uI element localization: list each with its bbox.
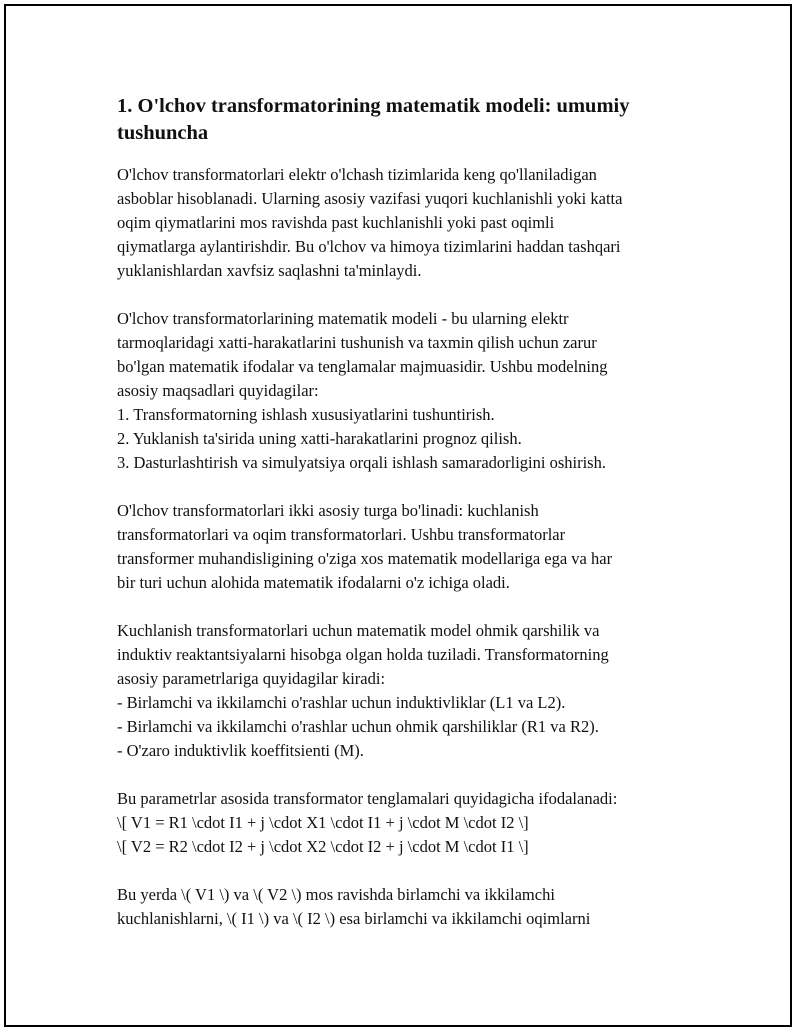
text-line: \[ V1 = R1 \cdot I1 + j \cdot X1 \cdot I1 + j \cdot M \cdot I2 \] xyxy=(117,813,529,832)
paragraphs xyxy=(117,163,697,931)
paragraph xyxy=(117,163,697,283)
paragraph xyxy=(117,307,697,475)
paragraph xyxy=(117,619,697,763)
text-line: Bu parametrlar asosida transformator tenglamalari quyidagicha ifodalanadi: xyxy=(117,789,618,808)
text-line: - Birlamchi va ikkilamchi o'rashlar uchun induktivliklar (L1 va L2). xyxy=(117,693,566,712)
paragraph xyxy=(117,499,697,595)
text-line: 1. Transformatorning ishlash xususiyatlarini tushuntirish. xyxy=(117,405,495,424)
text-line: - O'zaro induktivlik koeffitsienti (M). xyxy=(117,741,364,760)
paragraph xyxy=(117,883,697,931)
text-line: 3. Dasturlashtirish va simulyatsiya orqali ishlash samaradorligini oshirish. xyxy=(117,453,606,472)
text-line: tarmoqlaridagi xatti-harakatlarini tushunish va taxmin qilish uchun zarur xyxy=(117,333,597,352)
text-line: O'lchov transformatorlarining matematik modeli - bu ularning elektr xyxy=(117,309,569,328)
text-line: - Birlamchi va ikkilamchi o'rashlar uchun ohmik qarshiliklar (R1 va R2). xyxy=(117,717,599,736)
text-line: qiymatlarga aylantirishdir. Bu o'lchov va himoya tizimlarini haddan tashqari xyxy=(117,237,621,256)
text-line: 2. Yuklanish ta'sirida uning xatti-harakatlarini prognoz qilish. xyxy=(117,429,522,448)
text-line: Kuchlanish transformatorlari uchun matematik model ohmik qarshilik va xyxy=(117,621,600,640)
document-body xyxy=(117,93,697,955)
text-line: asosiy parametrlariga quyidagilar kiradi: xyxy=(117,669,386,688)
section-heading: 1. O'lchov transformatorining matematik modeli: umumiy tushuncha xyxy=(117,95,630,144)
text-line: induktiv reaktantsiyalarni hisobga olgan holda tuziladi. Transformatorning xyxy=(117,645,609,664)
text-line: oqim qiymatlarini mos ravishda past kuchlanishli yoki past oqimli xyxy=(117,213,555,232)
text-line: Bu yerda \( V1 \) va \( V2 \) mos ravishda birlamchi va ikkilamchi xyxy=(117,885,555,904)
paragraph xyxy=(117,787,697,859)
text-line: transformer muhandisligining o'ziga xos matematik modellariga ega va har xyxy=(117,549,613,568)
text-line: \[ V2 = R2 \cdot I2 + j \cdot X2 \cdot I2 + j \cdot M \cdot I1 \] xyxy=(117,837,529,856)
text-line: bir turi uchun alohida matematik ifodalarni o'z ichiga oladi. xyxy=(117,573,510,592)
text-line: transformatorlari va oqim transformatorlari. Ushbu transformatorlar xyxy=(117,525,566,544)
text-line: O'lchov transformatorlari elektr o'lchash tizimlarida keng qo'llaniladigan xyxy=(117,165,597,184)
text-line: bo'lgan matematik ifodalar va tenglamalar majmuasidir. Ushbu modelning xyxy=(117,357,608,376)
text-line: asboblar hisoblanadi. Ularning asosiy vazifasi yuqori kuchlanishli yoki katta xyxy=(117,189,623,208)
text-line: yuklanishlardan xavfsiz saqlashni ta'minlaydi. xyxy=(117,261,422,280)
text-line: O'lchov transformatorlari ikki asosiy turga bo'linadi: kuchlanish xyxy=(117,501,539,520)
text-line: asosiy maqsadlari quyidagilar: xyxy=(117,381,319,400)
text-line: kuchlanishlarni, \( I1 \) va \( I2 \) esa birlamchi va ikkilamchi oqimlarni xyxy=(117,909,591,928)
